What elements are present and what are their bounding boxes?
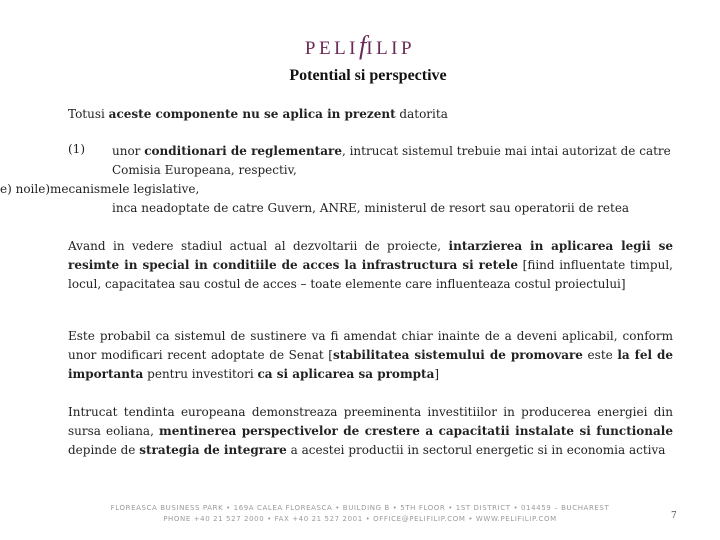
item-text [112, 142, 677, 180]
item-number: (1) [68, 142, 85, 156]
intro-bold: aceste componente nu se aplica in prezent [108, 107, 396, 121]
logo-part1: PELI [304, 38, 360, 59]
item-text-line3: inca neadoptate de catre Guvern, ANRE, ministerul de resort sau operatorii de retea [112, 201, 630, 215]
para2-bold: intarzierea in aplicarea legii se resimte in special in conditiile de acces la infrastructura si retele [68, 239, 673, 272]
para4-bold-2: strategia de integrare [139, 443, 287, 457]
paragraph-4 [68, 403, 673, 460]
para4-text-3: a acestei productii in sectorul energetic si in economia activa [286, 443, 666, 457]
para3-bold-2: la fel de importanta [68, 348, 674, 381]
company-logo [0, 31, 720, 61]
para3-text-3: pentru investitori [143, 367, 258, 381]
logo-part2: ILIP [366, 38, 416, 59]
intro-text-end: datorita [395, 107, 448, 121]
paragraph-3 [68, 327, 673, 384]
para4-text-2: depinde de [68, 443, 140, 457]
para3-bold-1: stabilitatea sistemului de promovare [332, 348, 583, 362]
page-title: Potential si perspective [289, 67, 447, 84]
item-bold: conditionari de reglementare [144, 144, 342, 158]
logo-f: f [359, 31, 367, 60]
intro-text: Totusi [68, 107, 109, 121]
paragraph-2 [68, 237, 673, 294]
para3-text-2: este [582, 348, 618, 362]
para2-text-end: [fiind influentate timpul, locul, capacitatea sau costul de acces – toate elemente care influenteaza costul proiectului] [68, 258, 673, 291]
para3-text: Este probabil ca sistemul de sustinere va fi amendat chiar inainte de a deveni aplicabil, conform unor modificari recent adoptate de Senat [ [68, 329, 673, 362]
footer-contact: PHONE +40 21 527 2000 • FAX +40 21 527 2001 • OFFICE@PELIFILIP.COM • WWW.PELIFILIP.COM [163, 515, 557, 523]
page-number: 7 [671, 511, 677, 521]
para3-text-4: ] [434, 367, 440, 381]
item-text-start: unor [112, 144, 145, 158]
footer-address: FLOREASCA BUSINESS PARK • 169A CALEA FLOREASCA • BUILDING B • 5TH FLOOR • 1ST DISTRICT • 014459 – BUCHAREST [110, 504, 610, 512]
overlapping-text: e) noile)mecanismele legislative, [0, 182, 200, 196]
para4-bold-1: mentinerea perspectivelor de crestere a capacitatii instalate si functionale [159, 424, 674, 438]
para2-text: Avand in vedere stadiul actual al dezvoltarii de proiecte, [68, 239, 449, 253]
item-text-rest: , intrucat sistemul trebuie mai intai autorizat de catre Comisia Europeana, respectiv, [112, 144, 671, 177]
para3-bold-3: ca si aplicarea sa prompta [257, 367, 435, 381]
intro-paragraph [68, 105, 673, 124]
para4-text: Intrucat tendinta europeana demonstreaza preeminenta investitiilor in producerea energiei din sursa eoliana, [68, 405, 673, 438]
